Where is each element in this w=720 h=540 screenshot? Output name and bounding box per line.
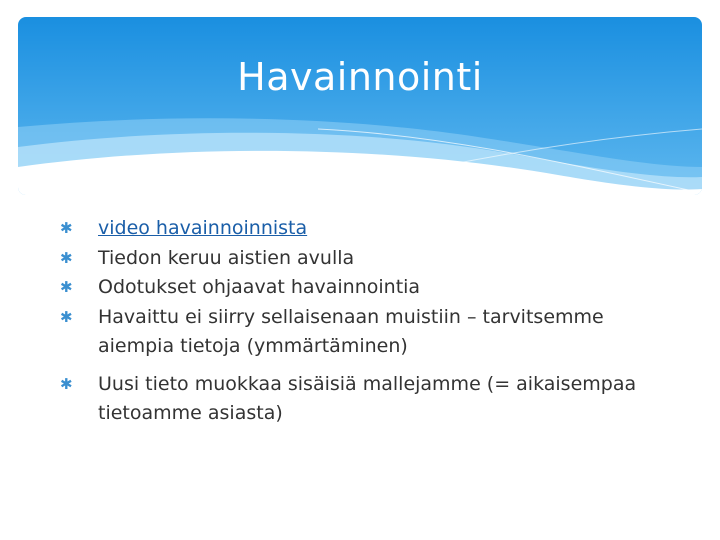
list-item bbox=[58, 303, 658, 362]
asterisk-icon: ✱ bbox=[60, 278, 73, 296]
list-item-text: Havaittu ei siirry sellaisenaan muistiin – tarvitsemme aiempia tietoja (ymmärtäminen) bbox=[98, 305, 604, 357]
asterisk-icon: ✱ bbox=[60, 307, 73, 326]
list-item-text: Tiedon keruu aistien avulla bbox=[98, 246, 355, 269]
header-background-graphic bbox=[18, 17, 702, 195]
list-item bbox=[58, 214, 658, 244]
asterisk-icon: ✱ bbox=[60, 248, 73, 267]
list-item bbox=[58, 273, 658, 303]
asterisk-icon: ✱ bbox=[60, 374, 73, 393]
slide-title: Havainnointi bbox=[237, 55, 483, 99]
slide-header-banner bbox=[18, 17, 702, 195]
bullet-list bbox=[58, 214, 658, 429]
list-item-text: Uusi tieto muokkaa sisäisiä mallejamme (= aikaisempaa tietoamme asiasta) bbox=[98, 372, 637, 424]
list-item-text: Odotukset ohjaavat havainnointia bbox=[98, 276, 421, 298]
video-link[interactable]: video havainnoinnista bbox=[98, 217, 308, 239]
list-item bbox=[58, 244, 658, 274]
list-item bbox=[58, 370, 658, 429]
asterisk-icon: ✱ bbox=[60, 219, 73, 237]
